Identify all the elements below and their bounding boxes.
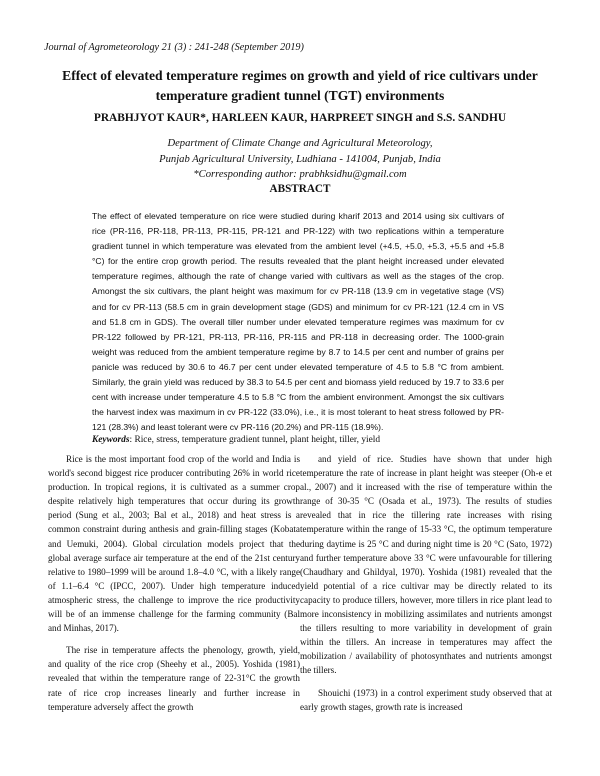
keywords-label: Keywords [92, 435, 130, 445]
corresponding-author: *Corresponding author: prabhksidhu@gmail.com [193, 169, 407, 180]
affiliation-university: Punjab Agricultural University, Ludhiana - 141004, Punjab, India [159, 153, 441, 165]
journal-header: Journal of Agrometeorology 21 (3) : 241-248 (September 2019) [44, 42, 304, 53]
paper-title: Effect of elevated temperature regimes on growth and yield of rice cultivars under temperature gradient tunnel (TGT) environments [62, 68, 538, 103]
affiliation-department: Department of Climate Change and Agricultural Meteorology, [167, 138, 433, 149]
keywords-text: : Rice, stress, temperature gradient tunnel, plant height, tiller, yield [129, 435, 381, 445]
body-column-left [48, 452, 300, 722]
affiliation-block [40, 136, 560, 183]
body-paragraph: Rice is the most important food crop of the world and India is world's second biggest rice producer contributing 26% in world rice production. In tropical regions, it is cultivated as a summer crop despite relatively high temperatures that occur during its growth period (Sung et al., 2003; Bal et al., 2018) and heat stress is a common constraint during anthesis and grain-filling stages (Kobata and Uemuki, 2004). Global circulation models project that the global average surface air temperature at the end of the 21st century relative to 1980–1999 will be around 1.8–4.0 °C, with a likely range of 1.1–6.4 °C (IPCC, 2007). Under high temperature induced atmospheric stress, the challenge to improve the rice productivity will be of an immense challenge for the farming community (Bal and Minhas, 2017). [48, 454, 300, 634]
abstract-heading: ABSTRACT [269, 183, 331, 195]
body-column-right [300, 452, 552, 722]
abstract-text: The effect of elevated temperature on rice were studied during kharif 2013 and 2014 using six cultivars of rice (PR-116, PR-118, PR-113, PR-115, PR-121 and PR-122) with two replications within a temperature gradient tunnel in which temperature was elevated from the ambient level (+4.5, +5.0, +5.3, +5.5 and +5.8 °C) for the entire crop growth period. The results revealed that the plant height increased under elevated temperature regimes, although the rate of change varied with cultivars as well as the stages of the crop. Amongst the six cultivars, the plant height was maximum for cv PR-118 (13.9 cm in vegetative stage (VS) and for cv PR-113 (58.5 cm in grain development stage (GDS) and minimum for cv PR-121 (12.4 cm in VS and 51.8 cm in GDS). The overall tiller number under elevated temperature regimes was maximum for cv PR-122 followed by PR-121, PR-113, PR-116, PR-115 and PR-118 in decreasing order. The 1000-grain weight was reduced from the ambient temperature regime by 8.7 to 14.5 per cent and number of grains per panicle was reduced by 30.6 to 46.7 per cent under elevated temperature of 4.5 to 5.8 °C from ambient. Similarly, the grain yield was reduced by 38.3 to 54.5 per cent and biomass yield reduced by 19.7 to 33.6 per cent with increase under temperature 4.5 to 5.8 °C from the ambient environment. Amongst the six cultivars the harvest index was maximum in cv PR-122 (33.0%), i.e., it is most tolerant to heat stress followed by PR-121 (28.3%) and least tolerant were cv PR-116 (20.2%) and PR-115 (18.9%). [92, 211, 504, 433]
body-paragraph: and yield of rice. Studies have shown that under high temperature the rate of increase in plant height was steeper (Oh-e et al., 2007) and it increased with the rise of temperature within the range of 30-35 °C (Osada et al., 1973). The results of studies revealed that in rice the tillering rate increases with rising temperature within the range of 15-33 °C, the optimum temperature during daytime is 25 °C and during night time is 20 °C (Sato, 1972) and further temperature above 33 °C were unfavourable for tillering (Chaudhary and Ghildyal, 1970). Yoshida (1981) revealed that the yield potential of a rice cultivar may be directly related to its capacity to produce tillers, however, more tillers in rice plant lead to more inconsistency in mobilizing assimilates and nutrients amongst the tillers resulting to more variability in development of grain within the tillers. An increase in temperatures may affect the mobilization / availability of photosynthates and nutrients amongst the tillers. [300, 454, 552, 676]
author-list: PRABHJYOT KAUR*, HARLEEN KAUR, HARPREET SINGH and S.S. SANDHU [93, 112, 507, 124]
body-paragraph: The rise in temperature affects the phenology, growth, yield, and quality of the rice crop (Sheehy et al., 2005). Yoshida (1981) revealed that within the temperature range of 22-31°C the growth rate of rice crop increases linearly and further increase in temperature adversely affect the growth [48, 645, 300, 712]
body-paragraph: Shouichi (1973) in a control experiment study observed that at early growth stages, growth rate is increased [300, 687, 552, 712]
keywords [92, 435, 512, 445]
